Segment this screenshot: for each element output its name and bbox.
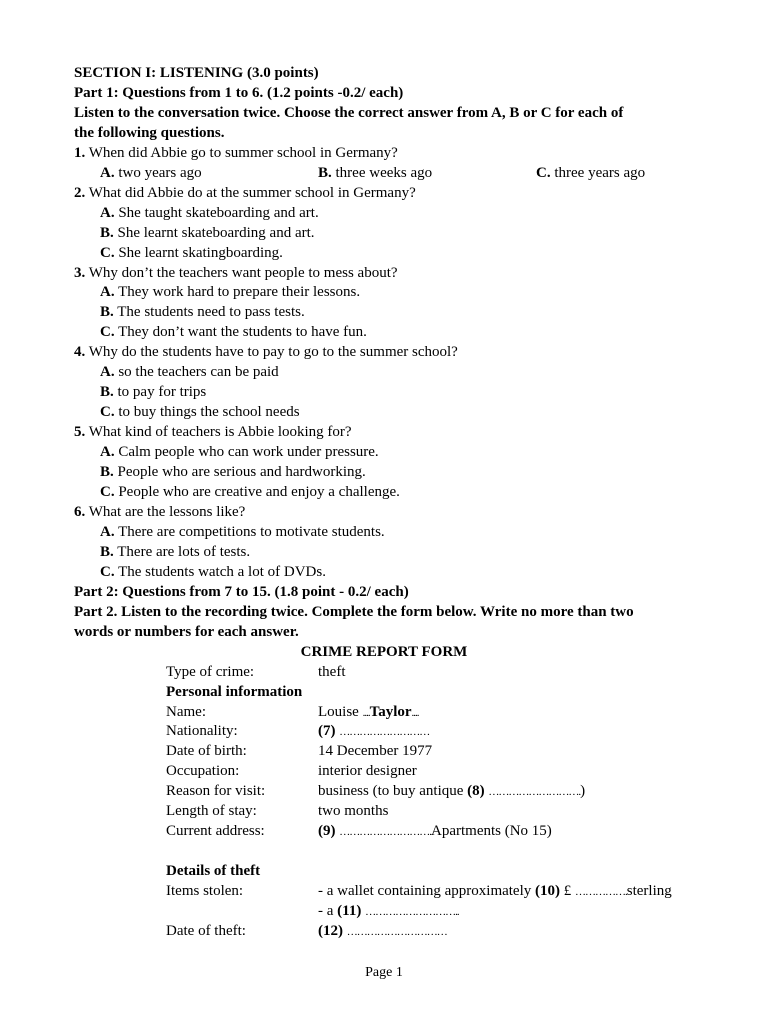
question-6: 6. What are the lessons like?: [74, 504, 246, 520]
current-address-answer: (9) ……………………….Apartments (No 15): [318, 823, 552, 839]
occupation-value: interior designer: [318, 763, 417, 779]
name-value: Louise ....Taylor....: [318, 704, 419, 720]
part2-heading: Part 2: Questions from 7 to 15. (1.8 point - 0.2/ each): [74, 584, 409, 600]
nationality-answer: (7) ………………………: [318, 723, 430, 739]
occupation-label: Occupation:: [166, 763, 240, 779]
question-2-option-a: A. She taught skateboarding and art.: [100, 205, 319, 221]
question-2-option-b: B. She learnt skateboarding and art.: [100, 225, 315, 241]
question-4-option-b: B. to pay for trips: [100, 384, 207, 400]
date-of-theft-answer: (12) …………………………: [318, 923, 447, 939]
reason-answer: business (to buy antique (8) ……………………….): [318, 783, 586, 799]
nationality-label: Nationality:: [166, 723, 238, 739]
date-of-birth-label: Date of birth:: [166, 743, 247, 759]
question-6-option-a: A. There are competitions to motivate students.: [100, 524, 385, 540]
personal-info-heading: Personal information: [166, 684, 303, 700]
section-heading: SECTION I: LISTENING (3.0 points): [74, 65, 319, 81]
question-6-option-b: B. There are lots of tests.: [100, 544, 251, 560]
question-4-option-c: C. to buy things the school needs: [100, 404, 300, 420]
theft-details-heading: Details of theft: [166, 863, 261, 879]
items-stolen-answer-11: - a (11) ………………………..: [318, 903, 459, 919]
question-4-option-a: A. so the teachers can be paid: [100, 364, 279, 380]
part2-instruction-line1: Part 2. Listen to the recording twice. Complete the form below. Write no more than two: [74, 604, 634, 620]
question-3-option-c: C. They don’t want the students to have fun.: [100, 324, 367, 340]
part1-instruction-line2: the following questions.: [74, 125, 225, 141]
type-of-crime-value: theft: [318, 664, 346, 680]
page-number: Page 1: [365, 965, 403, 980]
question-1: 1. When did Abbie go to summer school in Germany?: [74, 145, 398, 161]
current-address-label: Current address:: [166, 823, 265, 839]
question-5-option-a: A. Calm people who can work under pressure.: [100, 444, 379, 460]
question-5: 5. What kind of teachers is Abbie looking for?: [74, 424, 352, 440]
items-stolen-label: Items stolen:: [166, 883, 244, 899]
items-stolen-answer-10: - a wallet containing approximately (10) £ …………….sterling: [318, 883, 672, 899]
question-1-option-c: C. three years ago: [536, 165, 646, 181]
question-6-option-c: C. The students watch a lot of DVDs.: [100, 564, 326, 580]
question-1-option-b: B. three weeks ago: [318, 165, 433, 181]
name-label: Name:: [166, 704, 206, 720]
part2-instruction-line2: words or numbers for each answer.: [74, 624, 299, 640]
question-3: 3. Why don’t the teachers want people to mess about?: [74, 265, 398, 281]
reason-label: Reason for visit:: [166, 783, 266, 799]
question-1-option-a: A. two years ago: [100, 165, 202, 181]
form-title: CRIME REPORT FORM: [300, 644, 468, 660]
length-of-stay-label: Length of stay:: [166, 803, 257, 819]
question-2: 2. What did Abbie do at the summer school in Germany?: [74, 185, 416, 201]
question-2-option-c: C. She learnt skatingboarding.: [100, 245, 283, 261]
question-3-option-a: A. They work hard to prepare their lessons.: [100, 284, 361, 300]
type-of-crime-label: Type of crime:: [166, 664, 255, 680]
part1-instruction-line1: Listen to the conversation twice. Choose the correct answer from A, B or C for each of: [74, 105, 624, 121]
date-of-birth-value: 14 December 1977: [318, 743, 433, 759]
question-3-option-b: B. The students need to pass tests.: [100, 304, 305, 320]
question-5-option-c: C. People who are creative and enjoy a challenge.: [100, 484, 400, 500]
date-of-theft-label: Date of theft:: [166, 923, 246, 939]
question-4: 4. Why do the students have to pay to go to the summer school?: [74, 344, 458, 360]
question-5-option-b: B. People who are serious and hardworking.: [100, 464, 366, 480]
part1-heading: Part 1: Questions from 1 to 6. (1.2 points -0.2/ each): [74, 85, 404, 101]
length-of-stay-value: two months: [318, 803, 389, 819]
